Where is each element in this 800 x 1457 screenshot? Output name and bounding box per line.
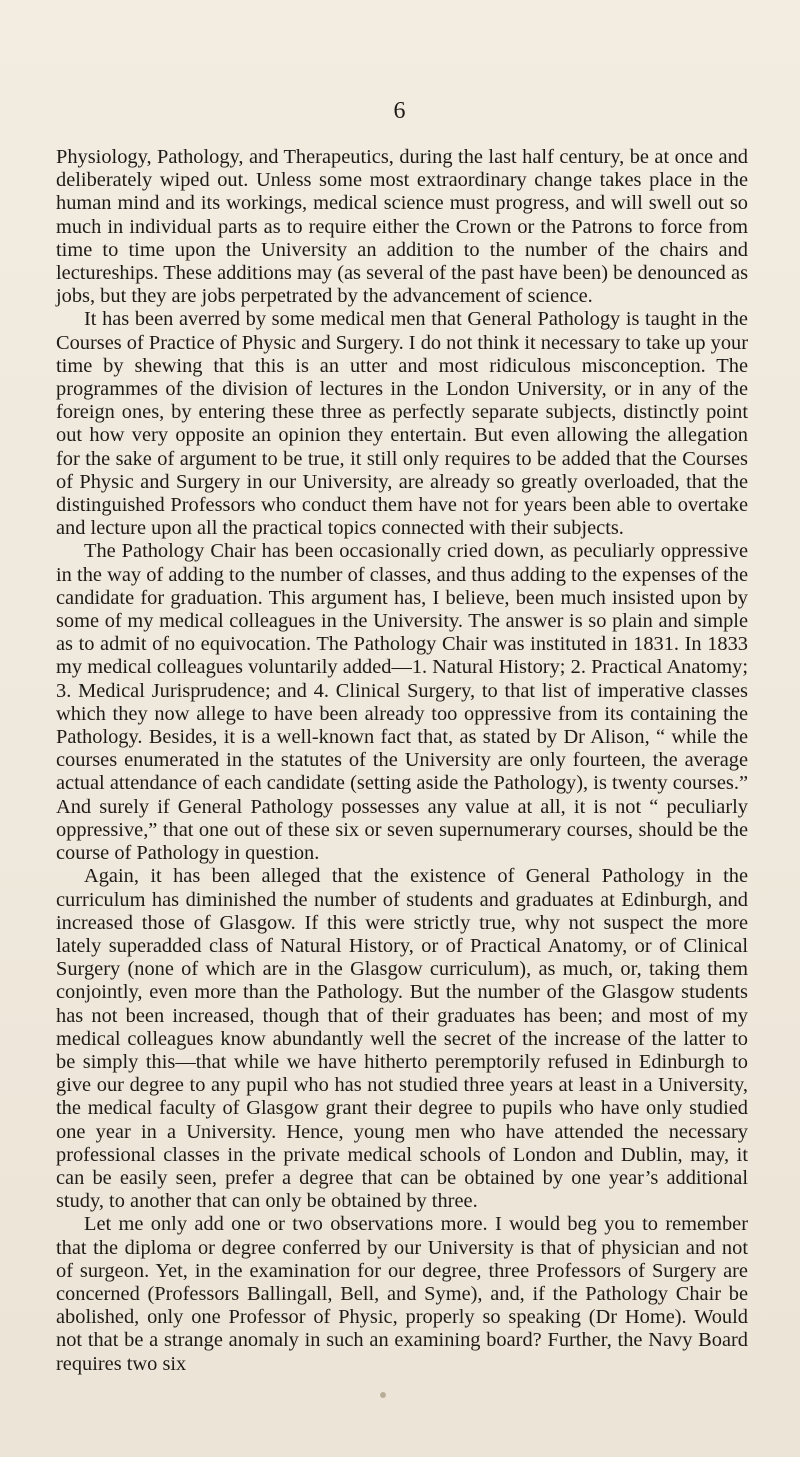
paragraph-4: Again, it has been alleged that the existence of General Pathology in the curriculum has diminished the number of students and graduates at Edinburgh, and increased those of Glasgow. If this were strictly true, why not suspect the more lately superadded class of Natural History, or of Practical Anatomy, or of Clinical Surgery (none of which are in the Glasgow curriculum), as much, or, taking them conjointly, even more than the Pathology. But the number of the Glasgow students has not been increased, though that of their graduates has been; and most of my medical colleagues know abundantly well the secret of the increase of the latter to be simply this—that while we have hitherto peremptorily refused in Edinburgh to give our degree to any pupil who has not studied three years at least in a University, the medical faculty of Glasgow grant their degree to pupils who have only studied one year in a University. Hence, young men who have attended the necessary professional classes in the private medical schools of London and Dublin, may, it can be easily seen, prefer a degree that can be obtained by one year’s additional study, to another that can only be obtained by three. [56,865,748,1213]
paragraph-5: Let me only add one or two observations more. I would beg you to remember that the diploma or degree conferred by our University is that of physician and not of surgeon. Yet, in the examination for our degree, three Professors of Surgery are concerned (Professors Ballingall, Bell, and Syme), and, if the Pathology Chair be abolished, only one Professor of Physic, properly so speaking (Dr Home). Would not that be a strange anomaly in such an examining board? Further, the Navy Board requires two six [56,1213,748,1375]
ink-speck [380,1392,386,1398]
paragraph-1: Physiology, Pathology, and Therapeutics, during the last half century, be at once and deliberately wiped out. Unless some most extraordinary change takes place in the human mind and its workings, medical science must progress, and will swell out so much in individual parts as to require either the Crown or the Patrons to force from time to time upon the University an addition to the number of the chairs and lectureships. These additions may (as several of the past have been) be denounced as jobs, but they are jobs perpetrated by the advancement of science. [56,146,748,308]
paragraph-3: The Pathology Chair has been occasionally cried down, as peculiarly oppressive in the way of adding to the number of classes, and thus adding to the expenses of the candidate for graduation. This argument has, I believe, been much insisted upon by some of my medical colleagues in the University. The answer is so plain and simple as to admit of no equivocation. The Pathology Chair was instituted in 1831. In 1833 my medical colleagues voluntarily added—1. Natural History; 2. Practical Anatomy; 3. Medical Jurisprudence; and 4. Clinical Surgery, to that list of imperative classes which they now allege to have been already too oppressive from its containing the Pathology. Besides, it is a well-known fact that, as stated by Dr Alison, “ while the courses enumerated in the statutes of the University are only fourteen, the average actual attendance of each candidate (setting aside the Pathology), is twenty courses.” And surely if General Pathology possesses any value at all, it is not “ peculiarly oppressive,” that one out of these six or seven supernumerary courses, should be the course of Pathology in question. [56,540,748,865]
body-text [56,146,748,1376]
paragraph-2: It has been averred by some medical men that General Pathology is taught in the Courses of Practice of Physic and Surgery. I do not think it necessary to take up your time by shewing that this is an utter and most ridiculous misconception. The programmes of the division of lectures in the London University, or in any of the foreign ones, by entering these three as perfectly separate subjects, distinctly point out how very opposite an opinion they entertain. But even allowing the allegation for the sake of argument to be true, it still only requires to be added that the Courses of Physic and Surgery in our University, are already so greatly overloaded, that the distinguished Professors who conduct them have not for years been able to overtake and lecture upon all the practical topics connected with their subjects. [56,308,749,540]
page-number: 6 [393,98,407,124]
